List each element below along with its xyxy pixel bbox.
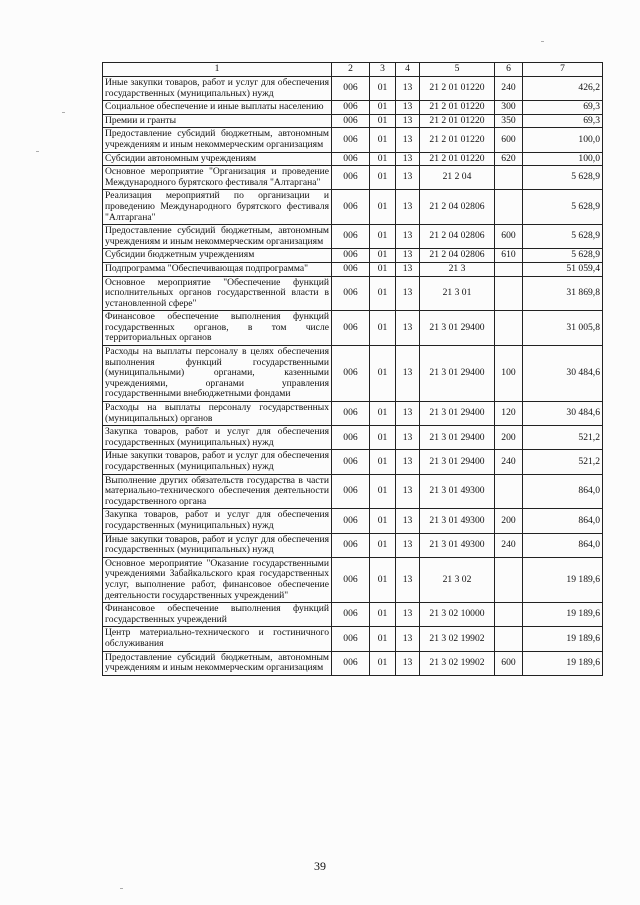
amount: 5 628,9 [523,225,603,249]
row-description: Расходы на выплаты персоналу в целях обеспечения выполнения функций государственными (муниципальными) органами, казенными учреждениями, органами управления государственными внебюджетными фондами [103,346,332,402]
code-expense-type [495,262,523,276]
code-ministry: 006 [332,225,370,249]
code-subsection: 13 [396,276,420,311]
code-expense-type [495,166,523,190]
row-description: Иные закупки товаров, работ и услуг для обеспечения государственных (муниципальных) нужд [103,77,332,101]
code-subsection: 13 [396,603,420,627]
code-ministry: 006 [332,128,370,152]
column-header: 7 [523,63,603,77]
code-target-article: 21 3 01 49300 [420,474,495,509]
code-target-article: 21 2 04 02806 [420,190,495,225]
row-description: Основное мероприятие "Оказание государственными учреждениями Забайкальского края государственных услуг, выполнение работ, финансовое обеспечение деятельности государственных учреждений" [103,557,332,602]
code-section: 01 [370,262,396,276]
code-subsection: 13 [396,474,420,509]
code-expense-type: 100 [495,346,523,402]
code-section: 01 [370,426,396,450]
amount: 5 628,9 [523,166,603,190]
scan-speck [36,151,39,152]
code-expense-type [495,190,523,225]
table-row [103,402,603,426]
table-row [103,627,603,651]
code-expense-type [495,474,523,509]
table-row [103,651,603,675]
code-target-article: 21 3 01 29400 [420,311,495,346]
row-description: Закупка товаров, работ и услуг для обеспечения государственных (муниципальных) нужд [103,426,332,450]
column-header: 6 [495,63,523,77]
code-expense-type: 200 [495,426,523,450]
code-subsection: 13 [396,450,420,474]
code-subsection: 13 [396,152,420,166]
code-ministry: 006 [332,450,370,474]
code-subsection: 13 [396,402,420,426]
amount: 5 628,9 [523,249,603,263]
code-expense-type [495,557,523,602]
table-row [103,603,603,627]
table-row [103,474,603,509]
code-target-article: 21 3 02 [420,557,495,602]
code-target-article: 21 3 01 [420,276,495,311]
code-target-article: 21 3 02 19902 [420,627,495,651]
code-ministry: 006 [332,346,370,402]
code-section: 01 [370,450,396,474]
code-subsection: 13 [396,77,420,101]
code-ministry: 006 [332,474,370,509]
amount: 51 059,4 [523,262,603,276]
code-subsection: 13 [396,426,420,450]
code-target-article: 21 3 02 19902 [420,651,495,675]
code-ministry: 006 [332,276,370,311]
code-ministry: 006 [332,262,370,276]
code-ministry: 006 [332,166,370,190]
code-target-article: 21 2 01 01220 [420,152,495,166]
code-subsection: 13 [396,249,420,263]
amount: 521,2 [523,426,603,450]
code-target-article: 21 2 04 02806 [420,249,495,263]
scan-speck [120,888,123,889]
table-row [103,249,603,263]
amount: 521,2 [523,450,603,474]
code-expense-type: 620 [495,152,523,166]
row-description: Расходы на выплаты персоналу государственных (муниципальных) органов [103,402,332,426]
row-description: Субсидии автономным учреждениям [103,152,332,166]
code-target-article: 21 3 01 49300 [420,533,495,557]
table-header-row [103,63,603,77]
column-header: 3 [370,63,396,77]
code-section: 01 [370,533,396,557]
code-target-article: 21 3 01 29400 [420,450,495,474]
table-row [103,346,603,402]
code-subsection: 13 [396,101,420,115]
table-row [103,311,603,346]
code-expense-type [495,627,523,651]
scan-speck [62,112,65,113]
code-ministry: 006 [332,249,370,263]
column-header: 1 [103,63,332,77]
row-description: Реализация мероприятий по организации и проведению Международного бурятского фестиваля "Алтаргана" [103,190,332,225]
amount: 19 189,6 [523,603,603,627]
budget-table [102,62,603,676]
code-section: 01 [370,114,396,128]
code-ministry: 006 [332,190,370,225]
code-section: 01 [370,346,396,402]
code-expense-type: 200 [495,509,523,533]
code-subsection: 13 [396,114,420,128]
amount: 30 484,6 [523,346,603,402]
code-section: 01 [370,101,396,115]
table-row [103,128,603,152]
amount: 69,3 [523,114,603,128]
code-ministry: 006 [332,311,370,346]
code-ministry: 006 [332,152,370,166]
code-expense-type: 120 [495,402,523,426]
column-header: 4 [396,63,420,77]
row-description: Премии и гранты [103,114,332,128]
code-section: 01 [370,557,396,602]
code-subsection: 13 [396,225,420,249]
code-section: 01 [370,190,396,225]
code-subsection: 13 [396,509,420,533]
code-expense-type [495,603,523,627]
row-description: Субсидии бюджетным учреждениям [103,249,332,263]
table-row [103,190,603,225]
code-expense-type: 600 [495,128,523,152]
row-description: Иные закупки товаров, работ и услуг для обеспечения государственных (муниципальных) нужд [103,533,332,557]
code-target-article: 21 2 01 01220 [420,101,495,115]
code-section: 01 [370,166,396,190]
code-section: 01 [370,402,396,426]
table-row [103,509,603,533]
code-subsection: 13 [396,262,420,276]
scan-speck [541,41,544,42]
code-target-article: 21 2 04 [420,166,495,190]
code-expense-type: 240 [495,77,523,101]
code-target-article: 21 3 01 29400 [420,402,495,426]
page-number: 39 [314,859,326,873]
row-description: Подпрограмма "Обеспечивающая подпрограмма" [103,262,332,276]
code-section: 01 [370,128,396,152]
table-row [103,262,603,276]
table-row [103,77,603,101]
column-header: 2 [332,63,370,77]
code-ministry: 006 [332,651,370,675]
code-ministry: 006 [332,509,370,533]
code-subsection: 13 [396,128,420,152]
code-section: 01 [370,651,396,675]
amount: 5 628,9 [523,190,603,225]
code-section: 01 [370,276,396,311]
amount: 864,0 [523,509,603,533]
code-expense-type: 300 [495,101,523,115]
code-section: 01 [370,225,396,249]
amount: 31 005,8 [523,311,603,346]
code-section: 01 [370,474,396,509]
code-subsection: 13 [396,166,420,190]
code-target-article: 21 2 01 01220 [420,77,495,101]
code-subsection: 13 [396,651,420,675]
code-ministry: 006 [332,402,370,426]
code-subsection: 13 [396,557,420,602]
table-row [103,114,603,128]
code-expense-type: 600 [495,651,523,675]
code-subsection: 13 [396,311,420,346]
code-ministry: 006 [332,426,370,450]
amount: 19 189,6 [523,557,603,602]
code-ministry: 006 [332,533,370,557]
code-expense-type [495,311,523,346]
code-subsection: 13 [396,533,420,557]
code-ministry: 006 [332,557,370,602]
code-target-article: 21 3 01 29400 [420,346,495,402]
code-target-article: 21 3 01 49300 [420,509,495,533]
amount: 30 484,6 [523,402,603,426]
amount: 100,0 [523,128,603,152]
row-description: Социальное обеспечение и иные выплаты населению [103,101,332,115]
column-header: 5 [420,63,495,77]
amount: 864,0 [523,474,603,509]
amount: 426,2 [523,77,603,101]
amount: 31 869,8 [523,276,603,311]
code-section: 01 [370,249,396,263]
code-section: 01 [370,77,396,101]
code-target-article: 21 2 01 01220 [420,114,495,128]
table-row [103,557,603,602]
row-description: Закупка товаров, работ и услуг для обеспечения государственных (муниципальных) нужд [103,509,332,533]
row-description: Финансовое обеспечение выполнения функций государственных учреждений [103,603,332,627]
code-section: 01 [370,509,396,533]
table-row [103,101,603,115]
code-section: 01 [370,152,396,166]
amount: 864,0 [523,533,603,557]
amount: 100,0 [523,152,603,166]
row-description: Центр материально-технического и гостиничного обслуживания [103,627,332,651]
code-expense-type: 600 [495,225,523,249]
code-expense-type: 350 [495,114,523,128]
code-section: 01 [370,603,396,627]
table-row [103,450,603,474]
code-target-article: 21 2 04 02806 [420,225,495,249]
code-expense-type: 240 [495,533,523,557]
code-ministry: 006 [332,627,370,651]
code-expense-type: 240 [495,450,523,474]
code-expense-type [495,276,523,311]
table-row [103,426,603,450]
amount: 19 189,6 [523,627,603,651]
code-subsection: 13 [396,190,420,225]
code-subsection: 13 [396,627,420,651]
code-ministry: 006 [332,114,370,128]
code-section: 01 [370,311,396,346]
row-description: Предоставление субсидий бюджетным, автономным учреждениям и иным некоммерческим организациям [103,651,332,675]
code-ministry: 006 [332,603,370,627]
code-target-article: 21 3 [420,262,495,276]
row-description: Основное мероприятие "Организация и проведение Международного бурятского фестиваля "Алтаргана" [103,166,332,190]
code-ministry: 006 [332,101,370,115]
amount: 69,3 [523,101,603,115]
table-row [103,166,603,190]
code-section: 01 [370,627,396,651]
row-description: Выполнение других обязательств государства в части материально-технического обеспечения деятельности государственного органа [103,474,332,509]
code-expense-type: 610 [495,249,523,263]
row-description: Предоставление субсидий бюджетным, автономным учреждениям и иным некоммерческим организациям [103,128,332,152]
table-row [103,225,603,249]
code-ministry: 006 [332,77,370,101]
code-subsection: 13 [396,346,420,402]
table-row [103,533,603,557]
code-target-article: 21 3 01 29400 [420,426,495,450]
amount: 19 189,6 [523,651,603,675]
code-target-article: 21 3 02 10000 [420,603,495,627]
table-row [103,276,603,311]
code-target-article: 21 2 01 01220 [420,128,495,152]
row-description: Предоставление субсидий бюджетным, автономным учреждениям и иным некоммерческим организациям [103,225,332,249]
table-row [103,152,603,166]
row-description: Финансовое обеспечение выполнения функций государственных органов, в том числе территориальных органов [103,311,332,346]
row-description: Основное мероприятие "Обеспечение функций исполнительных органов государственной власти в установленной сфере" [103,276,332,311]
row-description: Иные закупки товаров, работ и услуг для обеспечения государственных (муниципальных) нужд [103,450,332,474]
